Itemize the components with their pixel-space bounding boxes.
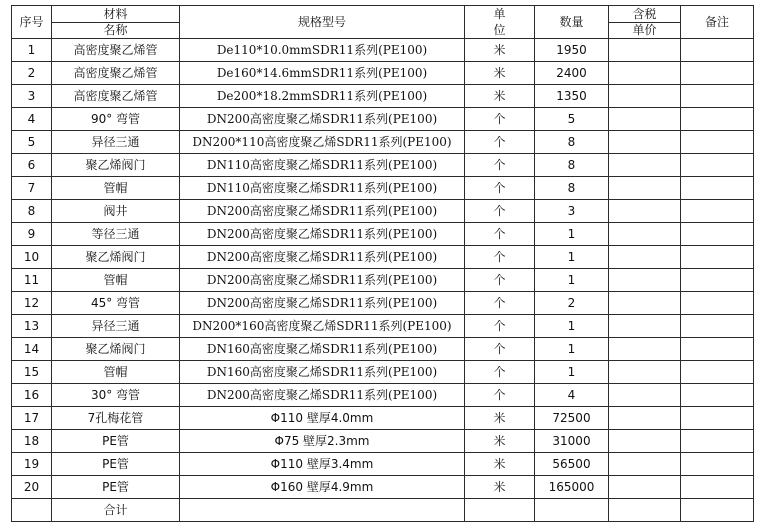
table-row — [12, 131, 754, 154]
cell-spec[interactable]: DN110高密度聚乙烯SDR11系列(PE100) — [180, 154, 465, 177]
cell-spec[interactable]: DN200*110高密度聚乙烯SDR11系列(PE100) — [180, 131, 465, 154]
header-row — [12, 6, 754, 39]
cell-name[interactable]: 管帽 — [52, 361, 180, 384]
table-row — [12, 39, 754, 62]
cell-qty[interactable]: 1 — [535, 246, 609, 269]
table-row — [12, 476, 754, 499]
cell-unit[interactable]: 个 — [465, 223, 535, 246]
cell-name[interactable]: 7孔梅花管 — [52, 407, 180, 430]
cell-seq[interactable]: 19 — [12, 453, 52, 476]
cell-spec[interactable]: DN110高密度聚乙烯SDR11系列(PE100) — [180, 177, 465, 200]
cell-seq[interactable]: 20 — [12, 476, 52, 499]
cell-seq[interactable]: 16 — [12, 384, 52, 407]
cell-qty[interactable] — [535, 499, 609, 522]
cell-qty[interactable]: 1 — [535, 361, 609, 384]
cell-spec[interactable]: DN200高密度聚乙烯SDR11系列(PE100) — [180, 246, 465, 269]
header-material[interactable] — [52, 6, 180, 39]
cell-seq[interactable]: 14 — [12, 338, 52, 361]
cell-spec[interactable]: DN200高密度聚乙烯SDR11系列(PE100) — [180, 223, 465, 246]
cell-qty[interactable]: 3 — [535, 200, 609, 223]
table-row — [12, 384, 754, 407]
header-unit-top: 单 — [493, 7, 506, 21]
cell-note[interactable] — [681, 315, 754, 338]
cell-spec[interactable]: De160*14.6mmSDR11系列(PE100) — [180, 62, 465, 85]
cell-qty[interactable]: 31000 — [535, 430, 609, 453]
cell-seq[interactable]: 1 — [12, 39, 52, 62]
cell-unit[interactable]: 个 — [465, 269, 535, 292]
cell-name[interactable]: 异径三通 — [52, 315, 180, 338]
cell-name[interactable]: PE管 — [52, 476, 180, 499]
cell-qty[interactable]: 5 — [535, 108, 609, 131]
cell-price[interactable] — [609, 200, 681, 223]
cell-note[interactable] — [681, 453, 754, 476]
cell-name[interactable]: 30° 弯管 — [52, 384, 180, 407]
cell-name[interactable]: 阀井 — [52, 200, 180, 223]
cell-price[interactable] — [609, 292, 681, 315]
cell-qty[interactable]: 2400 — [535, 62, 609, 85]
cell-qty[interactable]: 165000 — [535, 476, 609, 499]
cell-price[interactable] — [609, 85, 681, 108]
cell-name[interactable]: 聚乙烯阀门 — [52, 338, 180, 361]
cell-name[interactable]: 管帽 — [52, 177, 180, 200]
cell-spec[interactable]: DN200高密度聚乙烯SDR11系列(PE100) — [180, 200, 465, 223]
cell-price[interactable] — [609, 246, 681, 269]
cell-seq[interactable]: 15 — [12, 361, 52, 384]
cell-note[interactable] — [681, 62, 754, 85]
cell-qty[interactable]: 72500 — [535, 407, 609, 430]
header-price-bottom: 单价 — [632, 23, 657, 38]
table-row — [12, 315, 754, 338]
cell-unit[interactable]: 个 — [465, 246, 535, 269]
cell-price[interactable] — [609, 269, 681, 292]
table-row — [12, 246, 754, 269]
cell-unit[interactable]: 个 — [465, 338, 535, 361]
cell-price[interactable] — [609, 131, 681, 154]
cell-note[interactable] — [681, 407, 754, 430]
cell-seq[interactable]: 7 — [12, 177, 52, 200]
header-price-top: 含税 — [609, 6, 680, 23]
cell-price[interactable] — [609, 223, 681, 246]
cell-price[interactable] — [609, 476, 681, 499]
cell-unit[interactable]: 米 — [465, 85, 535, 108]
cell-name[interactable]: PE管 — [52, 453, 180, 476]
table-row — [12, 154, 754, 177]
table-row — [12, 177, 754, 200]
table-row — [12, 453, 754, 476]
header-seq[interactable]: 序号 — [12, 6, 52, 39]
cell-name[interactable]: 管帽 — [52, 269, 180, 292]
cell-price[interactable] — [609, 361, 681, 384]
header-material-bottom: 名称 — [103, 23, 128, 38]
cell-price[interactable] — [609, 499, 681, 522]
cell-unit[interactable]: 米 — [465, 476, 535, 499]
cell-seq[interactable]: 10 — [12, 246, 52, 269]
cell-qty[interactable]: 1350 — [535, 85, 609, 108]
cell-unit[interactable]: 米 — [465, 62, 535, 85]
cell-seq[interactable]: 11 — [12, 269, 52, 292]
table-row — [12, 407, 754, 430]
cell-unit[interactable]: 个 — [465, 177, 535, 200]
header-material-top: 材料 — [52, 6, 179, 23]
cell-spec[interactable]: De110*10.0mmSDR11系列(PE100) — [180, 39, 465, 62]
cell-spec[interactable]: DN200高密度聚乙烯SDR11系列(PE100) — [180, 292, 465, 315]
cell-unit[interactable]: 米 — [465, 407, 535, 430]
cell-note[interactable] — [681, 499, 754, 522]
header-spec[interactable]: 规格型号 — [180, 6, 465, 39]
cell-price[interactable] — [609, 315, 681, 338]
cell-note[interactable] — [681, 154, 754, 177]
cell-name[interactable]: 高密度聚乙烯管 — [52, 62, 180, 85]
materials-table — [11, 5, 754, 522]
cell-name[interactable]: 异径三通 — [52, 131, 180, 154]
cell-price[interactable] — [609, 39, 681, 62]
cell-unit[interactable]: 个 — [465, 154, 535, 177]
cell-price[interactable] — [609, 407, 681, 430]
cell-name[interactable]: 聚乙烯阀门 — [52, 154, 180, 177]
cell-qty[interactable]: 56500 — [535, 453, 609, 476]
table-row — [12, 338, 754, 361]
cell-name[interactable]: PE管 — [52, 430, 180, 453]
cell-note[interactable] — [681, 39, 754, 62]
table-row — [12, 292, 754, 315]
cell-name[interactable]: 等径三通 — [52, 223, 180, 246]
cell-seq[interactable]: 2 — [12, 62, 52, 85]
cell-unit[interactable]: 个 — [465, 108, 535, 131]
cell-price[interactable] — [609, 338, 681, 361]
cell-unit[interactable]: 个 — [465, 361, 535, 384]
cell-qty[interactable]: 8 — [535, 154, 609, 177]
cell-note[interactable] — [681, 131, 754, 154]
cell-seq[interactable]: 18 — [12, 430, 52, 453]
cell-seq[interactable]: 12 — [12, 292, 52, 315]
cell-spec[interactable]: Φ160 壁厚4.9mm — [180, 476, 465, 499]
cell-price[interactable] — [609, 108, 681, 131]
cell-seq[interactable] — [12, 499, 52, 522]
cell-total-label[interactable]: 合计 — [52, 499, 180, 522]
cell-spec[interactable]: DN200高密度聚乙烯SDR11系列(PE100) — [180, 269, 465, 292]
cell-unit[interactable]: 个 — [465, 131, 535, 154]
cell-note[interactable] — [681, 292, 754, 315]
cell-qty[interactable]: 8 — [535, 177, 609, 200]
cell-unit[interactable]: 米 — [465, 39, 535, 62]
cell-note[interactable] — [681, 85, 754, 108]
table-row — [12, 85, 754, 108]
cell-seq[interactable]: 6 — [12, 154, 52, 177]
cell-note[interactable] — [681, 177, 754, 200]
cell-seq[interactable]: 13 — [12, 315, 52, 338]
cell-unit[interactable]: 米 — [465, 453, 535, 476]
header-unit-bottom: 位 — [493, 23, 506, 37]
table-row — [12, 223, 754, 246]
table-row — [12, 108, 754, 131]
table-row — [12, 269, 754, 292]
cell-qty[interactable]: 1 — [535, 269, 609, 292]
header-unit[interactable] — [465, 6, 535, 39]
header-qty[interactable]: 数量 — [535, 6, 609, 39]
cell-note[interactable] — [681, 269, 754, 292]
cell-qty[interactable]: 1950 — [535, 39, 609, 62]
cell-note[interactable] — [681, 384, 754, 407]
cell-unit[interactable]: 米 — [465, 430, 535, 453]
cell-price[interactable] — [609, 154, 681, 177]
cell-price[interactable] — [609, 177, 681, 200]
cell-note[interactable] — [681, 246, 754, 269]
cell-note[interactable] — [681, 361, 754, 384]
cell-qty[interactable]: 2 — [535, 292, 609, 315]
cell-spec[interactable]: DN160高密度聚乙烯SDR11系列(PE100) — [180, 338, 465, 361]
cell-name[interactable]: 45° 弯管 — [52, 292, 180, 315]
cell-name[interactable]: 90° 弯管 — [52, 108, 180, 131]
cell-spec[interactable]: De200*18.2mmSDR11系列(PE100) — [180, 85, 465, 108]
cell-price[interactable] — [609, 453, 681, 476]
cell-spec[interactable]: Φ110 壁厚4.0mm — [180, 407, 465, 430]
cell-note[interactable] — [681, 200, 754, 223]
cell-seq[interactable]: 17 — [12, 407, 52, 430]
cell-name[interactable]: 聚乙烯阀门 — [52, 246, 180, 269]
cell-price[interactable] — [609, 430, 681, 453]
table-row — [12, 361, 754, 384]
cell-note[interactable] — [681, 430, 754, 453]
table-row — [12, 62, 754, 85]
cell-note[interactable] — [681, 223, 754, 246]
cell-spec[interactable]: DN200高密度聚乙烯SDR11系列(PE100) — [180, 384, 465, 407]
cell-qty[interactable]: 1 — [535, 338, 609, 361]
table-row — [12, 430, 754, 453]
cell-spec[interactable]: DN200高密度聚乙烯SDR11系列(PE100) — [180, 108, 465, 131]
cell-unit[interactable]: 个 — [465, 315, 535, 338]
table-row — [12, 200, 754, 223]
header-note[interactable]: 备注 — [681, 6, 754, 39]
cell-name[interactable]: 高密度聚乙烯管 — [52, 39, 180, 62]
cell-note[interactable] — [681, 338, 754, 361]
cell-price[interactable] — [609, 384, 681, 407]
cell-unit[interactable]: 个 — [465, 292, 535, 315]
header-price[interactable] — [609, 6, 681, 39]
cell-unit[interactable]: 个 — [465, 384, 535, 407]
cell-seq[interactable]: 5 — [12, 131, 52, 154]
cell-qty[interactable]: 1 — [535, 315, 609, 338]
cell-qty[interactable]: 1 — [535, 223, 609, 246]
cell-price[interactable] — [609, 62, 681, 85]
total-row — [12, 499, 754, 522]
cell-seq[interactable]: 9 — [12, 223, 52, 246]
cell-qty[interactable]: 4 — [535, 384, 609, 407]
cell-qty[interactable]: 8 — [535, 131, 609, 154]
cell-seq[interactable]: 3 — [12, 85, 52, 108]
cell-unit[interactable]: 个 — [465, 200, 535, 223]
cell-seq[interactable]: 4 — [12, 108, 52, 131]
cell-spec[interactable]: Φ75 壁厚2.3mm — [180, 430, 465, 453]
cell-spec[interactable]: Φ110 壁厚3.4mm — [180, 453, 465, 476]
cell-spec[interactable]: DN200*160高密度聚乙烯SDR11系列(PE100) — [180, 315, 465, 338]
cell-seq[interactable]: 8 — [12, 200, 52, 223]
cell-note[interactable] — [681, 108, 754, 131]
cell-unit[interactable] — [465, 499, 535, 522]
cell-note[interactable] — [681, 476, 754, 499]
cell-spec[interactable]: DN160高密度聚乙烯SDR11系列(PE100) — [180, 361, 465, 384]
cell-name[interactable]: 高密度聚乙烯管 — [52, 85, 180, 108]
cell-spec[interactable] — [180, 499, 465, 522]
